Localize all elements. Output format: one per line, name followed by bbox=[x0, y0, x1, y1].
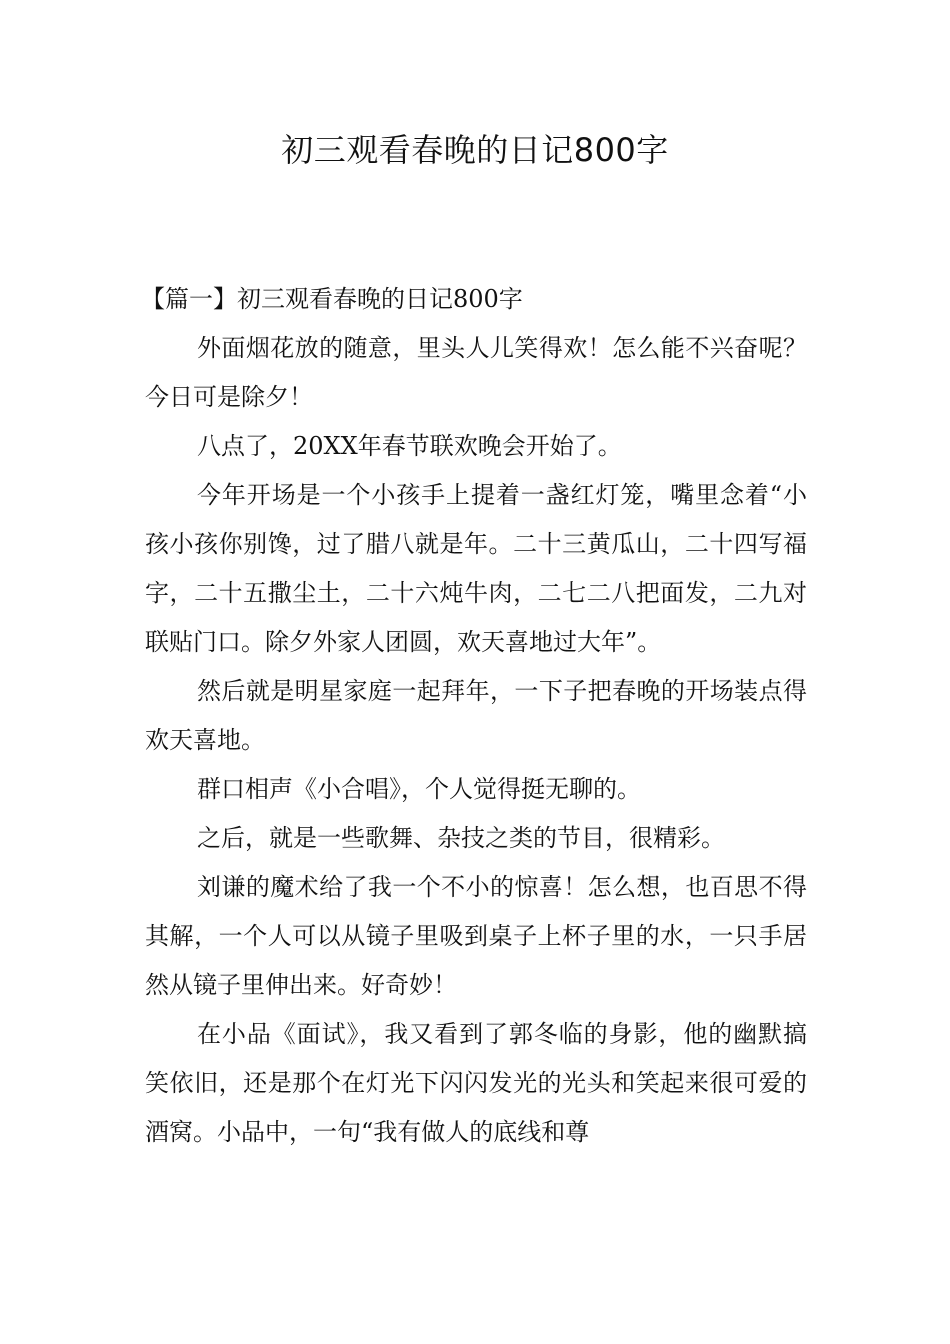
document-body bbox=[141, 275, 807, 1157]
paragraph-8: 在小品《面试》，我又看到了郭冬临的身影，他的幽默搞笑依旧，还是那个在灯光下闪闪发光的光头和笑起来很可爱的酒窝。小品中，一句“我有做人的底线和尊 bbox=[145, 1020, 807, 1146]
paragraph-2: 八点了，20XX年春节联欢晚会开始了。 bbox=[197, 432, 622, 460]
paragraph-5: 群口相声《小合唱》，个人觉得挺无聊的。 bbox=[197, 775, 641, 803]
paragraph-1: 外面烟花放的随意，里头人儿笑得欢！怎么能不兴奋呢？今日可是除夕！ bbox=[145, 334, 807, 411]
section-heading: 【篇一】初三观看春晚的日记800字 bbox=[141, 285, 523, 313]
document-title: 初三观看春晚的日记800字 bbox=[281, 131, 669, 169]
paragraph-4: 然后就是明星家庭一起拜年，一下子把春晚的开场装点得欢天喜地。 bbox=[145, 677, 807, 754]
paragraph-6: 之后，就是一些歌舞、杂技之类的节目，很精彩。 bbox=[197, 824, 725, 852]
paragraph-7: 刘谦的魔术给了我一个不小的惊喜！怎么想，也百思不得其解，一个人可以从镜子里吸到桌子上杯子里的水，一只手居然从镜子里伸出来。好奇妙！ bbox=[145, 873, 807, 999]
paragraph-3: 今年开场是一个小孩手上提着一盏红灯笼，嘴里念着“小孩小孩你别馋，过了腊八就是年。二十三黄瓜山，二十四写福字，二十五撒尘土，二十六炖牛肉，二七二八把面发，二九对联贴门口。除夕外家人团圆，欢天喜地过大年”。 bbox=[145, 481, 807, 656]
